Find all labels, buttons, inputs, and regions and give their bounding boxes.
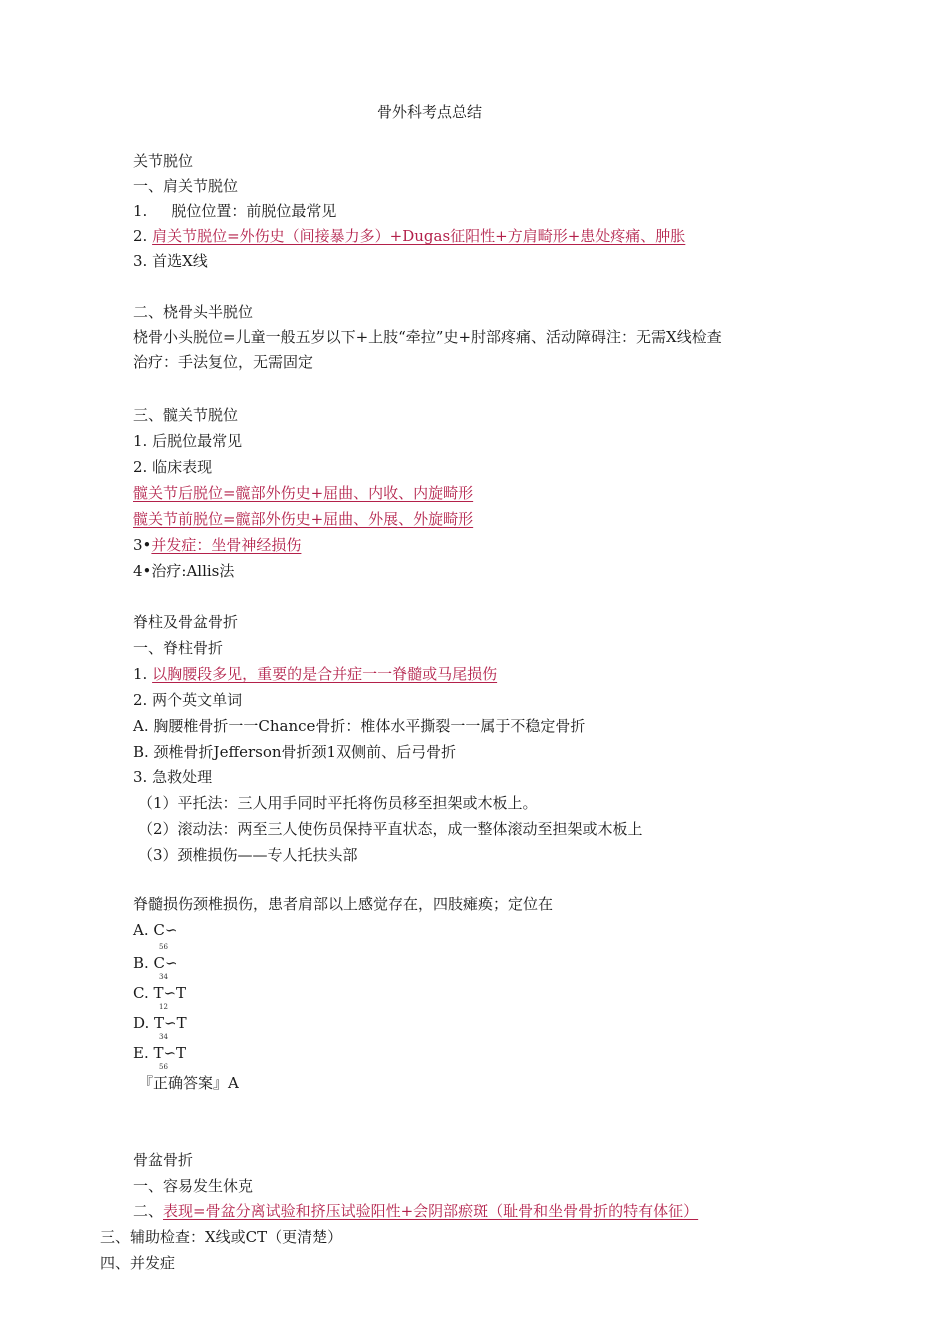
spine-line-3: 3. 急救处理: [133, 768, 213, 786]
pelvis-line-2-highlight: 表现=骨盆分离试验和挤压试验阳性+会阴部瘀斑（耻骨和坐骨骨折的特有体征）: [163, 1202, 699, 1220]
page-title: 骨外科考点总结: [377, 103, 483, 121]
spine-heading: 一、脊柱骨折: [133, 639, 224, 657]
option-b-subscript: 34: [159, 973, 168, 981]
spine-line-a: A. 胸腰椎骨折一一Chance骨折：椎体水平撕裂一一属于不稳定骨折: [133, 717, 586, 735]
radius-heading: 二、桡骨头半脱位: [133, 303, 254, 321]
shoulder-line-2: [133, 226, 685, 246]
hip-anterior-highlight: 髋关节前脱位=髋部外伤史+屈曲、外展、外旋畸形: [133, 510, 474, 528]
first-aid-2: （2）滚动法：两至三人使伤员保持平直状态，成一整体滚动至担架或木板上: [138, 820, 643, 838]
option-c-subscript: 12: [159, 1003, 168, 1011]
option-a-subscript: 56: [159, 943, 168, 951]
radius-line-1: 桡骨小头脱位=儿童一般五岁以下+上肢“牵拉”史+肘部疼痛、活动障碍注：无需X线检查: [133, 328, 722, 346]
option-a: A. C∽: [133, 921, 178, 939]
shoulder-heading: 一、肩关节脱位: [133, 177, 239, 195]
hip-line-2: 2. 临床表现: [133, 458, 213, 476]
option-e-subscript: 56: [159, 1063, 168, 1071]
pelvis-heading: 骨盆骨折: [133, 1151, 194, 1169]
spine-line-1-num: 1.: [133, 665, 153, 683]
option-b: B. C∽: [133, 954, 178, 972]
shoulder-line-1-text: 脱位位置：前脱位最常见: [171, 202, 337, 220]
option-d-subscript: 34: [159, 1033, 168, 1041]
shoulder-line-3: 3. 首选X线: [133, 252, 208, 270]
shoulder-line-2-highlight: 肩关节脱位=外伤史（间接暴力多）+Dugas征阳性+方肩畸形+患处疼痛、肿胀: [152, 227, 686, 245]
section-heading-dislocation: 关节脱位: [133, 152, 194, 170]
spine-line-2: 2. 两个英文单词: [133, 691, 243, 709]
hip-line-3-highlight: 并发症：坐骨神经损伤: [151, 536, 302, 554]
shoulder-line-2-num: 2.: [133, 227, 153, 245]
shoulder-line-1: [133, 201, 336, 221]
first-aid-3: （3）颈椎损伤——专人托扶头部: [138, 846, 358, 864]
option-d: D. T∽T: [133, 1014, 187, 1032]
option-e: E. T∽T: [133, 1044, 187, 1062]
pelvis-line-1: 一、容易发生休克: [133, 1177, 254, 1195]
hip-line-1: 1. 后脱位最常见: [133, 432, 243, 450]
hip-line-3: [133, 535, 301, 555]
section-heading-spine-pelvis: 脊柱及骨盆骨折: [133, 613, 239, 631]
hip-line-3-num: 3•: [133, 536, 152, 554]
question-stem: 脊髓损伤颈椎损伤，患者肩部以上感觉存在，四肢瘫痪；定位在: [133, 895, 554, 913]
shoulder-line-1-num: 1.: [133, 202, 148, 220]
option-c: C. T∽T: [133, 984, 187, 1002]
hip-line-4: 4•治疗:Allis法: [133, 562, 235, 580]
pelvis-line-3: 三、辅助检查：X线或CT（更清楚）: [100, 1228, 343, 1246]
pelvis-line-4: 四、并发症: [100, 1254, 176, 1272]
hip-posterior-highlight: 髋关节后脱位=髋部外伤史+屈曲、内收、内旋畸形: [133, 484, 474, 502]
radius-line-2: 治疗：手法复位，无需固定: [133, 353, 314, 371]
first-aid-1: （1）平托法：三人用手同时平托将伤员移至担架或木板上。: [138, 794, 538, 812]
hip-heading: 三、髋关节脱位: [133, 406, 239, 424]
pelvis-line-2-num: 二、: [133, 1202, 164, 1220]
pelvis-line-2: [133, 1201, 698, 1221]
spine-line-b: B. 颈椎骨折Jefferson骨折颈1双侧前、后弓骨折: [133, 743, 457, 761]
spine-line-1-highlight: 以胸腰段多见，重要的是合并症一一脊髓或马尾损伤: [152, 665, 498, 683]
correct-answer: 『正确答案』A: [138, 1074, 239, 1092]
spine-line-1: [133, 664, 497, 684]
